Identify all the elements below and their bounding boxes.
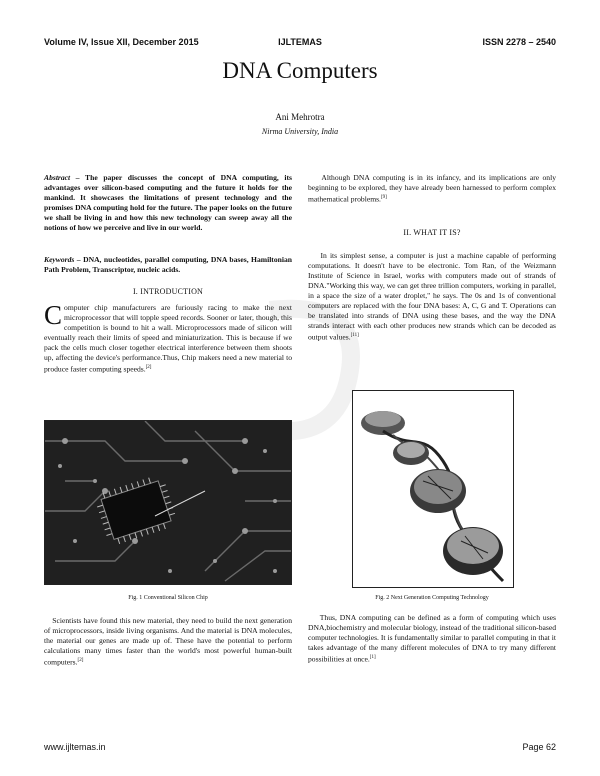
right-text-2: Thus, DNA computing can be defined as a form of computing which uses DNA,biochemistry and molecular biology, instead of the traditional silicon-based computer technologies. It is fundamentally similar to parallel computing in that it takes advantage of the many different molecules of DNA to try many different possibilities at once. (308, 613, 557, 664)
citation: [1] (369, 655, 376, 660)
figure-2-caption: Fig. 2 Next Generation Computing Technology (375, 595, 489, 601)
drop-cap: C (44, 300, 63, 330)
author-name: Ani Mehrotra (275, 112, 325, 122)
intro-text-1: omputer chip manufacturers are furiously racing to make the next microprocessor that will topple speed records. Sooner or later, though, this competition is bound to hit a wall. Microprocessors made of silicon will eventually reach their limits of speed and miniaturization. This is because if we pack the cells much closer together electrical interference between them shoots up, affecting the device's performance.Thus, Chip makers need a new material to produce faster computing speeds. (44, 303, 292, 374)
abstract-label: Abstract – (44, 173, 80, 182)
citation: [2] (145, 365, 152, 370)
right-paragraph-2 (308, 613, 556, 665)
figure-2-image (352, 390, 514, 588)
right-text-0: Although DNA computing is in its infancy, and its implications are only beginning to be explored, they have already been harnessed to perform complex mathematical problems. (308, 173, 557, 204)
keywords (44, 255, 292, 275)
header-volume: Volume IV, Issue XII, December 2015 (44, 37, 199, 47)
intro-paragraph-1 (44, 300, 292, 375)
abstract-text: The paper discusses the concept of DNA computing, its advantages over silicon-based computing and the future it holds for the mankind. It showcases the limitations of present technology and the promises DNA computing hold for the future. The paper looks on the future we shall be living in and how this new technology can sweep away all the notions of how we perceive and live in our world. (44, 173, 293, 232)
footer-url[interactable]: www.ijltemas.in (44, 742, 106, 752)
citation: [9] (380, 195, 387, 200)
circuit-board-picture (45, 421, 291, 584)
intro-paragraph-2 (44, 616, 292, 668)
figure-1-image (44, 420, 292, 585)
abstract (44, 173, 292, 233)
section-heading-what-it-is: II. WHAT IT IS? (403, 228, 461, 237)
figure-1-caption: Fig. 1 Conventional Silicon Chip (128, 595, 208, 601)
page-number: Page 62 (522, 742, 556, 752)
author-affiliation: Nirma University, India (261, 127, 339, 136)
right-paragraph-1 (308, 251, 556, 343)
right-paragraph-0 (308, 173, 556, 205)
dna-disc-illustration (353, 391, 513, 587)
intro-text-2: Scientists have found this new material, they need to build the next generation of microprocessors, inside living organisms. And the material is DNA molecules, the material our genes are made up of. These have the potential to perform calculations many times faster than the world's most powerful human-built computers. (44, 616, 292, 667)
header-issn: ISSN 2278 – 2540 (482, 37, 556, 47)
paper-title: DNA Computers (222, 58, 378, 83)
page-header (44, 37, 556, 51)
citation: [11] (350, 333, 359, 338)
header-journal: IJLTEMAS (278, 37, 322, 47)
right-text-1: In its simplest sense, a computer is just a machine capable of performing computations. It doesn't have to be electronic. Tom Ran, of the Weizmann Institute of Science in Israel, works with computers made out of strands of DNA."Working this way, we can get three trillion computers, working in parallel, in a space the size of a water droplet," he says. The 0s and 1s of conventional computers are replaced with the four DNA bases: A, C, G and T. Operations can be translated into strands of DNA using these bases, and the way the DNA strands interact with each other produces new strands which can be decoded as output values. (308, 251, 556, 342)
keywords-label: Keywords – (44, 255, 81, 264)
citation: [2] (77, 658, 84, 663)
keywords-text: DNA, nucleotides, parallel computing, DNA bases, Hamiltonian Path Problem, Transcriptor, nucleic acids. (44, 255, 292, 274)
section-heading-introduction: I. INTRODUCTION (132, 287, 204, 296)
